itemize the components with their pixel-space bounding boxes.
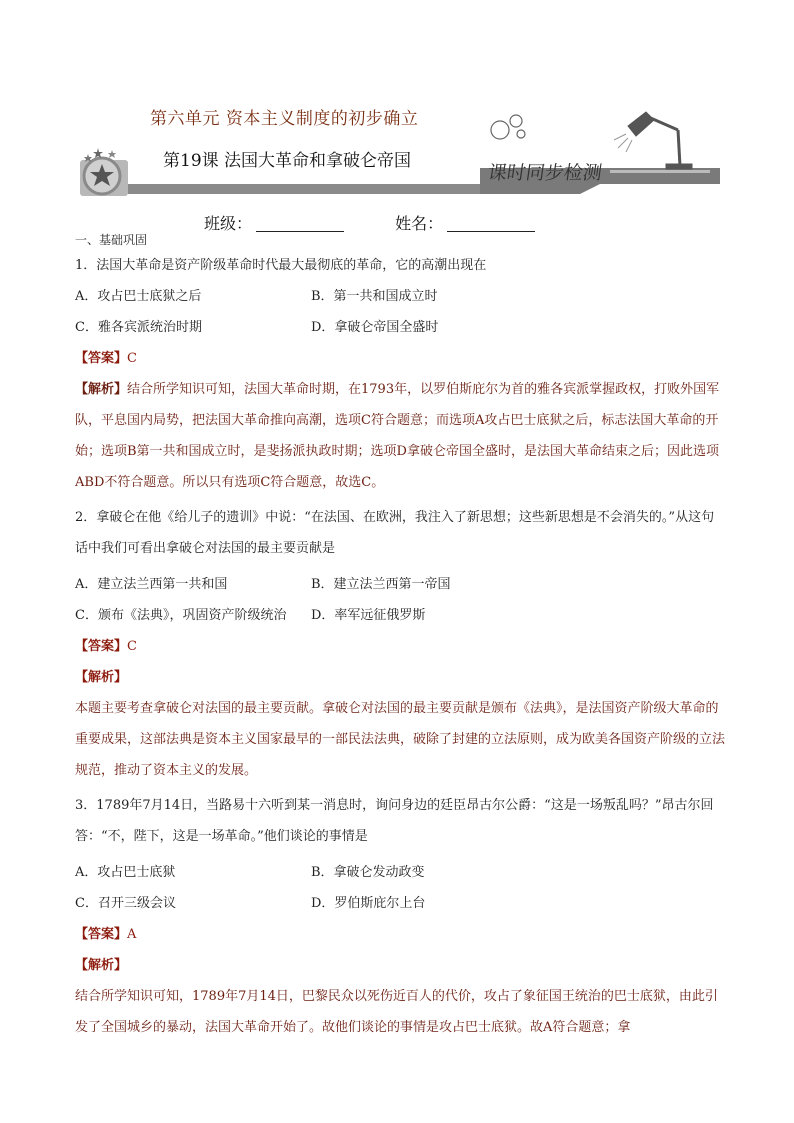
option-a: A．攻占巴士底狱 [75,865,176,880]
option-d: D．拿破仑帝国全盛时 [311,320,439,335]
answer-value: A [127,927,137,942]
option-a: A．攻占巴士底狱之后 [75,289,202,304]
option-c: C．召开三级会议 [75,896,176,911]
analysis-text: 【解析】结合所学知识可知，法国大革命时期，在1793年，以罗伯斯庇尔为首的雅各宾派掌握政权，打败外国军队，平息国内局势，把法国大革命推向高潮，选项C符合题意；而选项A攻占巴士底狱之后，标志法国大革命的开始；选项B第一共和国成立时，是斐扬派执政时期；选项D拿破仑帝国全盛时，是法国大革命结束之后；因此选项ABD不符合题意。所以只有选项C符合题意，故选C。 [75,382,720,490]
option-row [75,894,725,914]
option-b: B．拿破仑发动政变 [311,865,425,880]
option-b: B．建立法兰西第一帝国 [311,577,451,592]
option-d: D．率军远征俄罗斯 [311,608,426,623]
question-3 [75,790,725,1043]
analysis-label: 【解析】 [75,670,128,685]
star-badge-icon [80,148,128,196]
class-label: 班级： [204,214,253,233]
name-label: 姓名： [395,214,444,233]
desk-lamp-icon [614,112,692,169]
answer-label: 【答案】 [75,351,128,366]
bubbles-icon [491,115,525,139]
analysis-label: 【解析】 [75,958,128,973]
banner-bar [128,184,518,194]
answer-label: 【答案】 [75,639,128,654]
worksheet-body [75,230,725,1053]
question-stem: 3．1789年7月14日，当路易十六听到某一消息时，询问身边的廷臣昂古尔公爵：“这是一场叛乱吗？”昂古尔回答：“不，陛下，这是一场革命。”他们谈论的事情是 [75,798,714,844]
analysis-text: 结合所学知识可知，1789年7月14日，巴黎民众以死伤近百人的代价，攻占了象征国王统治的巴士底狱，由此引发了全国城乡的暴动，法国大革命开始了。故他们谈论的事情是攻占巴士底狱。故A符合题意；拿 [75,989,718,1035]
check-title: 课时同步检测 [486,162,604,184]
question-stem: 1．法国大革命是资产阶级革命时代最大最彻底的革命，它的高潮出现在 [75,258,487,273]
analysis-label: 【解析】 [75,382,128,397]
question-stem: 2．拿破仑在他《给儿子的遗训》中说：“在法国、在欧洲，我注入了新思想；这些新思想是不会消失的。”从这句话中我们可看出拿破仑对法国的最主要贡献是 [75,510,715,556]
answer-value: C [127,351,137,366]
analysis-text: 本题主要考查拿破仑对法国的最主要贡献。拿破仑对法国的最主要贡献是颁布《法典》，是法国资产阶级大革命的重要成果，这部法典是资本主义国家最早的一部民法法典，破除了封建的立法原则，成为欧美各国资产阶级的立法规范，推动了资本主义的发展。 [75,701,726,778]
section-heading: 一、基础巩固 [75,233,148,247]
answer-line [75,925,725,945]
option-b: B．第一共和国成立时 [311,289,438,304]
option-row [75,287,725,307]
answer-line [75,349,725,369]
answer-line [75,637,725,657]
question-2 [75,502,725,786]
option-row [75,606,725,626]
option-row [75,318,725,338]
option-c: C．颁布《法典》，巩固资产阶级统治 [75,608,287,623]
lesson-title: 第19课 法国大革命和拿破仑帝国 [163,151,412,171]
option-c: C．雅各宾派统治时期 [75,320,202,335]
option-row [75,575,725,595]
question-1 [75,256,725,498]
option-row [75,863,725,883]
option-a: A．建立法兰西第一共和国 [75,577,228,592]
option-d: D．罗伯斯庇尔上台 [311,896,426,911]
answer-value: C [127,639,137,654]
unit-title: 第六单元 资本主义制度的初步确立 [150,109,419,129]
answer-label: 【答案】 [75,927,128,942]
